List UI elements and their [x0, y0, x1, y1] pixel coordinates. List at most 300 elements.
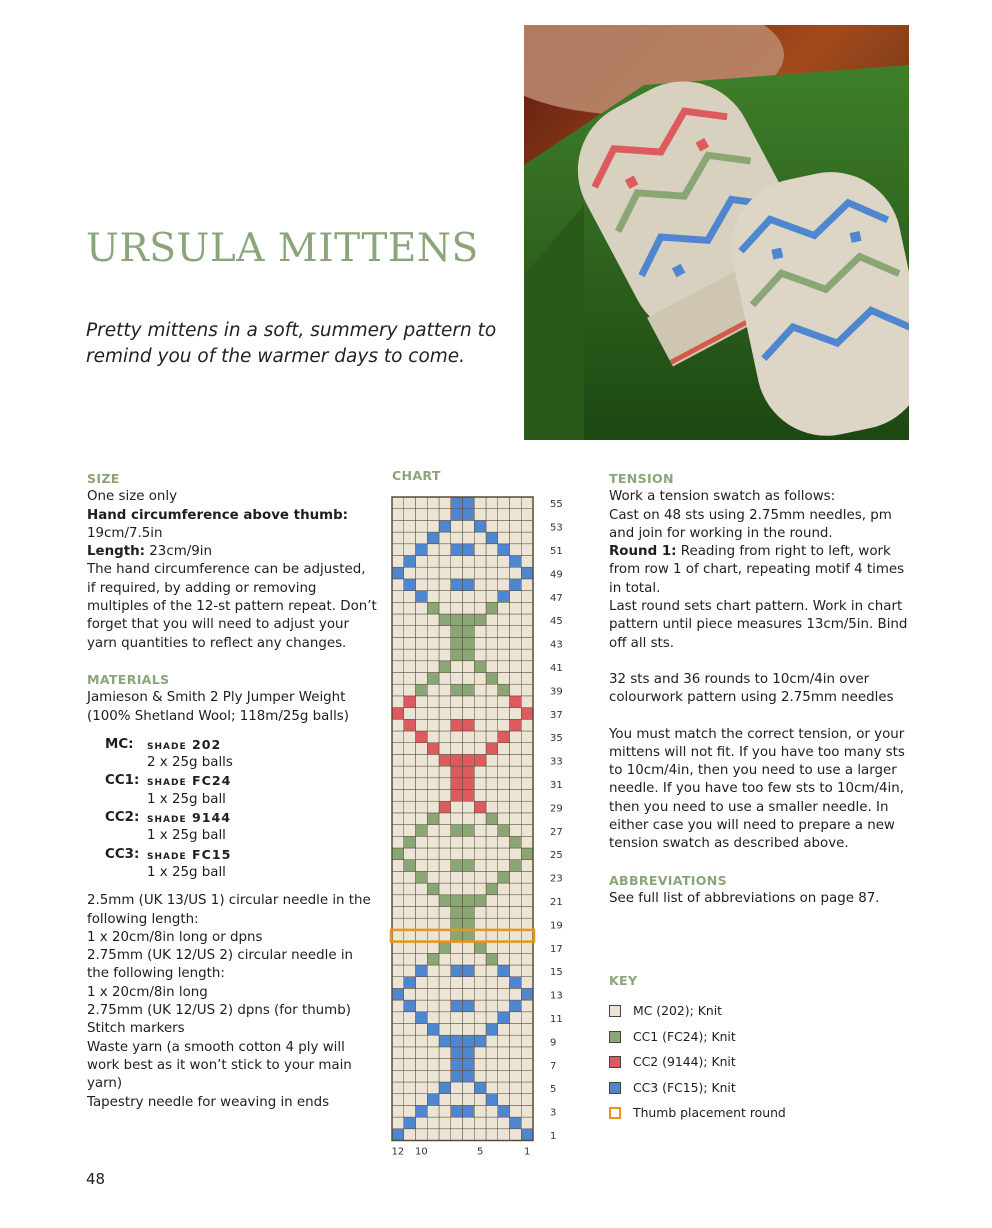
chart-cell: [439, 848, 451, 860]
chart-cell: [427, 778, 439, 790]
chart-cell: [392, 520, 404, 532]
chart-cell: [439, 719, 451, 731]
chart-cell: [439, 1012, 451, 1024]
chart-cell: [416, 930, 428, 942]
chart-cell: [463, 754, 475, 766]
chart-cell: [416, 942, 428, 954]
chart-cell: [404, 754, 416, 766]
chart-cell: [416, 497, 428, 509]
chart-cell: [392, 591, 404, 603]
chart-cell: [392, 1024, 404, 1036]
chart-cell: [416, 579, 428, 591]
tension-note: You must match the correct tension, or your mittens will not fit. If you have too many sts to 10cm/4in, then you need to use a larger needle. If you have too few sts to 10cm/4in, then you need to use a smaller needle. In either case you will need to prepare a new tension swatch as described above.: [609, 726, 905, 852]
chart-cell: [392, 754, 404, 766]
chart-cell: [521, 520, 533, 532]
chart-row-label: 47: [550, 592, 563, 604]
chart-cell: [392, 930, 404, 942]
round1-text: Reading from right to left, work from row 1 of chart, repeating motif 4 times in total.: [609, 544, 905, 596]
chart-cell: [498, 509, 510, 521]
chart-cell: [427, 567, 439, 579]
chart-cell: [474, 754, 486, 766]
chart-cell: [474, 883, 486, 895]
colour-item: [105, 846, 377, 864]
chart-cell: [439, 532, 451, 544]
chart-cell: [463, 579, 475, 591]
chart-cell: [451, 1070, 463, 1082]
chart-cell: [486, 591, 498, 603]
chart-cell: [392, 614, 404, 626]
chart-cell: [427, 708, 439, 720]
chart-cell: [392, 602, 404, 614]
colour-shade: shade 202: [147, 736, 222, 752]
page-title: URSULA MITTENS: [86, 226, 479, 271]
chart-cell: [474, 1000, 486, 1012]
chart-cell: [498, 661, 510, 673]
chart-cell: [463, 1035, 475, 1047]
chart-cell: [498, 743, 510, 755]
chart-cell: [427, 509, 439, 521]
chart-cell: [486, 860, 498, 872]
chart-cell: [392, 942, 404, 954]
chart-cell: [427, 895, 439, 907]
chart-cell: [416, 907, 428, 919]
chart-cell: [451, 907, 463, 919]
chart-cell: [392, 719, 404, 731]
chart-cell: [474, 731, 486, 743]
tension-line: Cast on 48 sts using 2.75mm needles, pm and join for working in the round.: [609, 507, 892, 541]
chart-row-label: 1: [550, 1131, 557, 1142]
chart-cell: [510, 766, 522, 778]
chart-cell: [392, 684, 404, 696]
chart-cell: [498, 1024, 510, 1036]
chart-cell: [486, 708, 498, 720]
chart-cell: [404, 977, 416, 989]
key-label: CC2 (9144); Knit: [633, 1054, 736, 1070]
chart-cell: [439, 661, 451, 673]
chart-cell: [510, 1047, 522, 1059]
chart-cell: [521, 567, 533, 579]
chart-cell: [474, 907, 486, 919]
chart-cell: [474, 965, 486, 977]
chart-cell: [416, 649, 428, 661]
chart-cell: [392, 696, 404, 708]
abbreviations-heading: ABBREVIATIONS: [609, 872, 727, 888]
chart-cell: [474, 942, 486, 954]
chart-cell: [510, 731, 522, 743]
chart-cell: [392, 731, 404, 743]
chart-cell: [392, 1047, 404, 1059]
chart-cell: [392, 813, 404, 825]
chart-cell: [416, 1000, 428, 1012]
chart-cell: [510, 907, 522, 919]
chart-cell: [404, 556, 416, 568]
chart-cell: [474, 684, 486, 696]
chart-cell: [451, 895, 463, 907]
chart-cell: [404, 544, 416, 556]
chart-cell: [404, 1129, 416, 1141]
chart-cell: [427, 614, 439, 626]
chart-cell: [451, 778, 463, 790]
chart-cell: [404, 778, 416, 790]
chart-cell: [392, 836, 404, 848]
chart-cell: [427, 965, 439, 977]
chart-cell: [451, 661, 463, 673]
chart-cell: [521, 778, 533, 790]
chart-cell: [451, 696, 463, 708]
chart-cell: [427, 626, 439, 638]
chart-cell: [404, 649, 416, 661]
chart-cell: [463, 684, 475, 696]
chart-cell: [510, 1012, 522, 1024]
chart-cell: [521, 953, 533, 965]
colour-list: [105, 736, 377, 882]
chart-cell: [463, 1082, 475, 1094]
chart-cell: [404, 871, 416, 883]
chart-cell: [416, 1105, 428, 1117]
chart-cell: [451, 1012, 463, 1024]
chart-cell: [510, 673, 522, 685]
chart-cell: [451, 766, 463, 778]
chart-cell: [486, 778, 498, 790]
chart-row-label: 31: [550, 780, 563, 791]
chart-cell: [474, 696, 486, 708]
chart-cell: [486, 637, 498, 649]
chart-cell: [427, 883, 439, 895]
chart-cell: [521, 708, 533, 720]
round1-label: Round 1:: [609, 544, 677, 560]
chart-cell: [451, 918, 463, 930]
chart-cell: [427, 953, 439, 965]
key-item-mc: [609, 999, 909, 1025]
chart-cell: [498, 1070, 510, 1082]
chart-cell: [510, 953, 522, 965]
chart-cell: [404, 825, 416, 837]
chart-cell: [416, 637, 428, 649]
chart-cell: [416, 614, 428, 626]
chart-cell: [427, 907, 439, 919]
chart-cell: [463, 673, 475, 685]
chart-cell: [416, 754, 428, 766]
chart-cell: [392, 1000, 404, 1012]
chart-cell: [510, 696, 522, 708]
chart-cell: [392, 544, 404, 556]
chart-cell: [392, 509, 404, 521]
colour-amount-row: [105, 864, 377, 882]
chart-cell: [486, 871, 498, 883]
chart-cell: [521, 626, 533, 638]
chart-cell: [427, 673, 439, 685]
chart-cell: [498, 930, 510, 942]
chart-cell: [439, 953, 451, 965]
key-label: MC (202); Knit: [633, 1003, 722, 1019]
chart-cell: [463, 988, 475, 1000]
chart-cell: [451, 520, 463, 532]
chart-cell: [486, 684, 498, 696]
chart-row-label: 21: [550, 897, 563, 908]
chart-cell: [498, 942, 510, 954]
chart-cell: [486, 965, 498, 977]
colour-amount-row: [105, 791, 377, 809]
chart-cell: [392, 825, 404, 837]
chart-cell: [486, 883, 498, 895]
chart-cell: [521, 825, 533, 837]
chart-cell: [451, 942, 463, 954]
chart-cell: [392, 977, 404, 989]
chart-cell: [498, 1000, 510, 1012]
chart-cell: [404, 988, 416, 1000]
chart-cell: [416, 719, 428, 731]
chart-cell: [439, 626, 451, 638]
chart-cell: [463, 942, 475, 954]
chart-cell: [486, 661, 498, 673]
chart-cell: [510, 883, 522, 895]
chart-cell: [463, 743, 475, 755]
chart-cell: [404, 918, 416, 930]
chart-cell: [416, 883, 428, 895]
chart-cell: [392, 907, 404, 919]
chart-cell: [474, 637, 486, 649]
material-line: 2.75mm (UK 12/US 2) circular needle in the following length:: [87, 948, 354, 982]
chart-cell: [416, 836, 428, 848]
left-column: [87, 470, 377, 1112]
chart-cell: [451, 731, 463, 743]
chart-cell: [474, 790, 486, 802]
chart-cell: [474, 918, 486, 930]
chart-cell: [416, 591, 428, 603]
chart-cell: [451, 1000, 463, 1012]
chart-cell: [486, 544, 498, 556]
chart-cell: [498, 579, 510, 591]
chart-cell: [486, 743, 498, 755]
chart-cell: [510, 918, 522, 930]
chart-cell: [463, 556, 475, 568]
chart-cell: [427, 731, 439, 743]
chart-cell: [416, 848, 428, 860]
chart-cell: [474, 497, 486, 509]
chart-cell: [451, 825, 463, 837]
chart-cell: [439, 930, 451, 942]
chart-cell: [486, 930, 498, 942]
chart-cell: [463, 801, 475, 813]
chart-cell: [463, 719, 475, 731]
chart-cell: [498, 532, 510, 544]
chart-cell: [404, 626, 416, 638]
chart-cell: [463, 1105, 475, 1117]
chart-cell: [392, 1129, 404, 1141]
chart-cell: [498, 1117, 510, 1129]
colour-amount-row: [105, 827, 377, 845]
chart-cell: [521, 673, 533, 685]
chart-cell: [486, 614, 498, 626]
chart-cell: [427, 754, 439, 766]
material-line: Waste yarn (a smooth cotton 4 ply will work best as it won’t stick to your main yarn): [87, 1039, 352, 1092]
chart-cell: [427, 918, 439, 930]
chart-cell: [463, 766, 475, 778]
chart-cell: [463, 649, 475, 661]
chart-cell: [474, 626, 486, 638]
chart-cell: [498, 813, 510, 825]
chart-cell: [439, 614, 451, 626]
chart-cell: [463, 532, 475, 544]
chart-cell: [404, 813, 416, 825]
chart-cell: [474, 743, 486, 755]
colour-item: [105, 809, 377, 827]
chart-cell: [439, 602, 451, 614]
chart-cell: [439, 942, 451, 954]
key-heading: KEY: [609, 973, 638, 989]
chart-cell: [510, 1117, 522, 1129]
chart-cell: [474, 1024, 486, 1036]
chart-cell: [451, 567, 463, 579]
chart-cell: [392, 860, 404, 872]
chart-cell: [404, 719, 416, 731]
chart-cell: [404, 1000, 416, 1012]
chart-cell: [474, 614, 486, 626]
chart-cell: [474, 1129, 486, 1141]
chart-cell: [498, 1035, 510, 1047]
chart-cell: [416, 567, 428, 579]
chart-cell: [510, 1059, 522, 1071]
chart-cell: [427, 520, 439, 532]
colour-item: [105, 772, 377, 790]
chart-cell: [439, 977, 451, 989]
chart-cell: [521, 637, 533, 649]
chart-cell: [404, 766, 416, 778]
chart-cell: [474, 813, 486, 825]
chart-cell: [486, 602, 498, 614]
colour-amount: 1 x 25g ball: [147, 864, 226, 880]
chart-cell: [427, 930, 439, 942]
chart-cell: [521, 1059, 533, 1071]
chart-cell: [521, 766, 533, 778]
chart-cell: [521, 614, 533, 626]
chart-cell: [463, 848, 475, 860]
key-item-cc3: [609, 1075, 909, 1101]
colour-amount: 1 x 25g ball: [147, 828, 226, 844]
chart-cell: [404, 602, 416, 614]
chart-cell: [486, 1117, 498, 1129]
tension-line: Work a tension swatch as follows:: [609, 489, 836, 505]
chart-cell: [510, 567, 522, 579]
chart-cell: [486, 497, 498, 509]
chart-cell: [521, 602, 533, 614]
chart-cell: [463, 883, 475, 895]
chart-cell: [416, 953, 428, 965]
chart-cell: [439, 497, 451, 509]
chart-row-label: 41: [550, 663, 563, 674]
chart-cell: [510, 1129, 522, 1141]
chart-cell: [463, 895, 475, 907]
materials-heading: MATERIALS: [87, 671, 170, 687]
chart-cell: [510, 1024, 522, 1036]
colour-key: CC2:: [105, 810, 140, 826]
chart-cell: [392, 895, 404, 907]
chart-cell: [416, 743, 428, 755]
chart-row-label: 51: [550, 546, 563, 557]
chart-row-label: 11: [550, 1014, 563, 1025]
chart-cell: [486, 907, 498, 919]
chart-cell: [498, 1105, 510, 1117]
key-label: CC3 (FC15); Knit: [633, 1079, 736, 1095]
chart-col-label: 5: [476, 1146, 484, 1158]
gauge-text: 32 sts and 36 rounds to 10cm/4in over colourwork pattern using 2.75mm needles: [609, 671, 894, 706]
round1-line: [609, 543, 909, 598]
chart-row-label: 15: [550, 967, 563, 979]
chart-cell: [427, 602, 439, 614]
chart-cell: [510, 848, 522, 860]
chart-cell: [427, 743, 439, 755]
chart-cell: [392, 497, 404, 509]
chart-cell: [463, 977, 475, 989]
chart-cell: [427, 1117, 439, 1129]
chart-cell: [392, 1082, 404, 1094]
chart-cell: [451, 673, 463, 685]
chart-cell: [416, 871, 428, 883]
chart-cell: [521, 696, 533, 708]
chart-cell: [510, 1000, 522, 1012]
chart-cell: [521, 965, 533, 977]
chart-cell: [404, 1024, 416, 1036]
chart-cell: [498, 497, 510, 509]
chart-cell: [451, 1059, 463, 1071]
chart-cell: [486, 754, 498, 766]
chart-cell: [404, 637, 416, 649]
chart-cell: [521, 977, 533, 989]
chart-cell: [463, 790, 475, 802]
length-line: [87, 543, 377, 561]
chart-cell: [498, 754, 510, 766]
chart-cell: [451, 801, 463, 813]
chart-row-label: 33: [550, 756, 563, 768]
chart-cell: [474, 778, 486, 790]
chart-cell: [521, 942, 533, 954]
chart-cell: [498, 790, 510, 802]
material-line: 1 x 20cm/8in long or dpns: [87, 929, 263, 945]
chart-cell: [521, 930, 533, 942]
chart-cell: [510, 1105, 522, 1117]
chart-cell: [521, 871, 533, 883]
chart-cell: [498, 556, 510, 568]
chart-cell: [474, 1059, 486, 1071]
yarn-text: Jamieson & Smith 2 Ply Jumper Weight (100% Shetland Wool; 118m/25g balls): [87, 690, 349, 724]
chart-cell: [486, 813, 498, 825]
chart-cell: [486, 1070, 498, 1082]
chart-cell: [463, 637, 475, 649]
chart-cell: [486, 731, 498, 743]
chart-cell: [416, 1070, 428, 1082]
chart-cell: [404, 942, 416, 954]
chart-cell: [521, 684, 533, 696]
chart-cell: [451, 614, 463, 626]
chart-cell: [404, 1059, 416, 1071]
chart-cell: [474, 1094, 486, 1106]
chart-cell: [510, 602, 522, 614]
chart-cell: [486, 1082, 498, 1094]
chart-cell: [404, 907, 416, 919]
chart-cell: [521, 509, 533, 521]
chart-cell: [427, 544, 439, 556]
chart-cell: [521, 649, 533, 661]
abbreviations-text: See full list of abbreviations on page 87.: [609, 890, 880, 906]
chart-cell: [451, 602, 463, 614]
chart-cell: [439, 790, 451, 802]
chart-cell: [463, 1070, 475, 1082]
tension-heading: TENSION: [609, 471, 674, 486]
key-item-cc2: [609, 1050, 909, 1076]
page-number: 48: [86, 1170, 106, 1188]
chart-cell: [498, 860, 510, 872]
chart-cell: [392, 1012, 404, 1024]
